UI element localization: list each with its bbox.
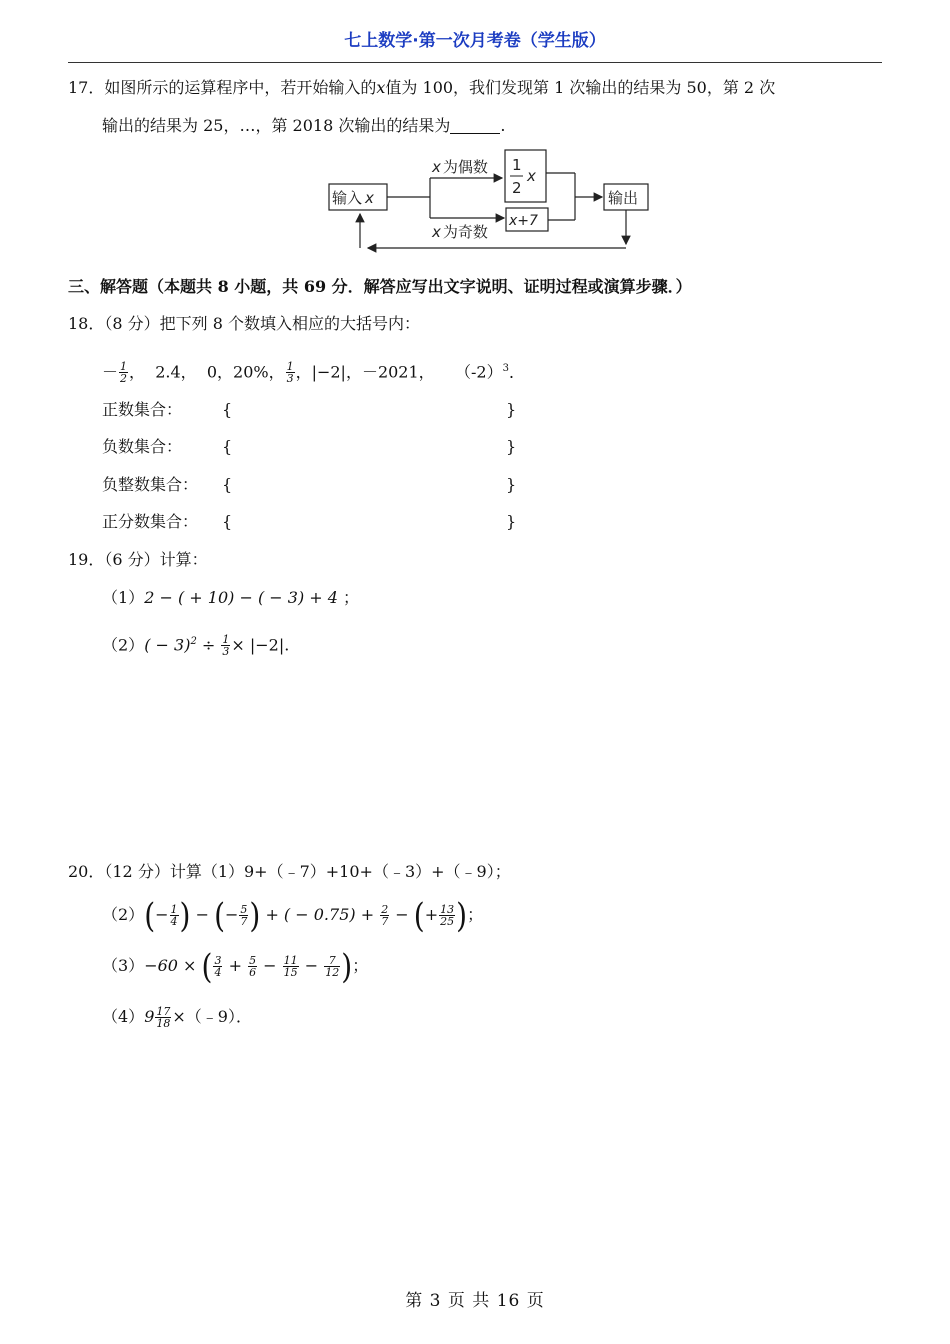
page-header-title: 七上数学·第一次月考卷（学生版） xyxy=(344,31,606,51)
n-last: （-2） xyxy=(455,362,503,382)
q19-text: （6 分）计算： xyxy=(104,550,208,569)
q18-stem xyxy=(68,313,420,335)
n5-frac: $\frac{1}{3}$ xyxy=(286,360,294,386)
q18-text: （8 分）把下列 8 个数填入相应的大括号内： xyxy=(104,314,420,333)
q20-part3: （3）−60 × ( $\frac{3}{4}$ + $\frac{5}{6}$ − $\frac{11}{15}$ − $\frac{7}{12}$ )； xyxy=(102,946,369,986)
n1-frac: $\frac{1}{2}$ xyxy=(120,360,128,386)
set-positive-fraction: 正分数集合： { } xyxy=(102,512,517,531)
q20-part4: （4）9 $\frac{17}{18}$ ×（﹣9）． xyxy=(102,1005,252,1030)
q18-number-list: － $\frac{1}{2}$ ， 2.4， 0，20%， $\frac{1}{3}$ ，|−2|，－2021， $(-2)^3$． xyxy=(102,360,525,386)
odd-label: 为奇数 xyxy=(442,223,488,241)
input-var: x xyxy=(365,189,374,207)
q17-number: 17． xyxy=(68,78,105,97)
q18-number: 18． xyxy=(68,314,105,333)
set-label: 正分数集合： xyxy=(102,512,199,531)
input-label: 输入 xyxy=(332,189,363,207)
q19-part1: （1）2 − ( + 10) − ( − 3) + 4 ； xyxy=(102,588,360,607)
q17-text-c: 输出的结果为 25，…，第 2018 次输出的结果为 xyxy=(102,116,451,135)
odd-var: x xyxy=(432,223,441,241)
set-label: 负整数集合： xyxy=(102,475,199,494)
q19-stem xyxy=(68,549,208,571)
q19-number: 19． xyxy=(68,550,105,569)
svg-text:输入x xyxy=(332,189,374,207)
q20-stem xyxy=(68,861,511,883)
svg-text:x为偶数 xyxy=(431,158,488,176)
page-footer: 第 3 页 共 16 页 xyxy=(405,1291,545,1311)
q19-p1-expr: 2 − ( + 10) − ( − 3) + 4 xyxy=(144,588,338,607)
n1-sign: － xyxy=(102,362,119,382)
n3: 0，20%， xyxy=(206,362,285,382)
even-var: x xyxy=(432,158,441,176)
q17-text-end: . xyxy=(500,116,506,135)
q20-part2: （2）(− $\frac{1}{4}$ ) − (− $\frac{5}{7}$ ) + ( − 0.75) + $\frac{2}{7}$ − (+ $\frac{13}{25}$ )； xyxy=(102,895,484,935)
set-negative-integer: 负整数集合： { } xyxy=(102,475,517,494)
q19-p2-frac: $\frac{1}{3}$ xyxy=(222,633,230,659)
set-positive: 正数集合： { } xyxy=(102,400,517,419)
half-den: 2 xyxy=(512,179,522,197)
set-label: 正数集合： xyxy=(102,400,183,419)
q17-text-a: 如图所示的运算程序中，若开始输入的 xyxy=(104,78,377,97)
plus7-label: x+7 xyxy=(509,213,538,229)
half-num: 1 xyxy=(512,156,522,174)
q17-line1 xyxy=(68,77,775,99)
q17-flow-diagram xyxy=(320,146,660,256)
header-divider xyxy=(68,62,882,63)
set-label: 负数集合： xyxy=(102,437,183,456)
svg-text:x为奇数 xyxy=(431,223,488,241)
q19-part2: $(2)( - 3)^2$ ÷ $\frac{1}{3}$ × |−2|. xyxy=(102,633,290,659)
n2: 2.4， xyxy=(155,362,197,382)
half-var: x xyxy=(527,167,536,185)
q20-number: 20． xyxy=(68,862,105,881)
q20-text: （12 分）计算（1）9+（﹣7）+10+（﹣3）+（﹣9）； xyxy=(104,862,511,881)
q17-var-x: x xyxy=(376,78,386,97)
n-rest: ，|−2|，－2021， xyxy=(295,362,435,382)
output-label: 输出 xyxy=(608,189,639,207)
q17-line2 xyxy=(102,115,505,137)
section3-title: 三、解答题（本题共 8 小题，共 69 分．解答应写出文字说明、证明过程或演算步骤．） xyxy=(68,277,692,296)
q17-text-b: 值为 100，我们发现第 1 次输出的结果为 50，第 2 次 xyxy=(385,78,776,97)
set-negative: 负数集合： { } xyxy=(102,437,517,456)
even-label: 为偶数 xyxy=(442,158,488,176)
q17-answer-blank[interactable] xyxy=(450,117,500,134)
